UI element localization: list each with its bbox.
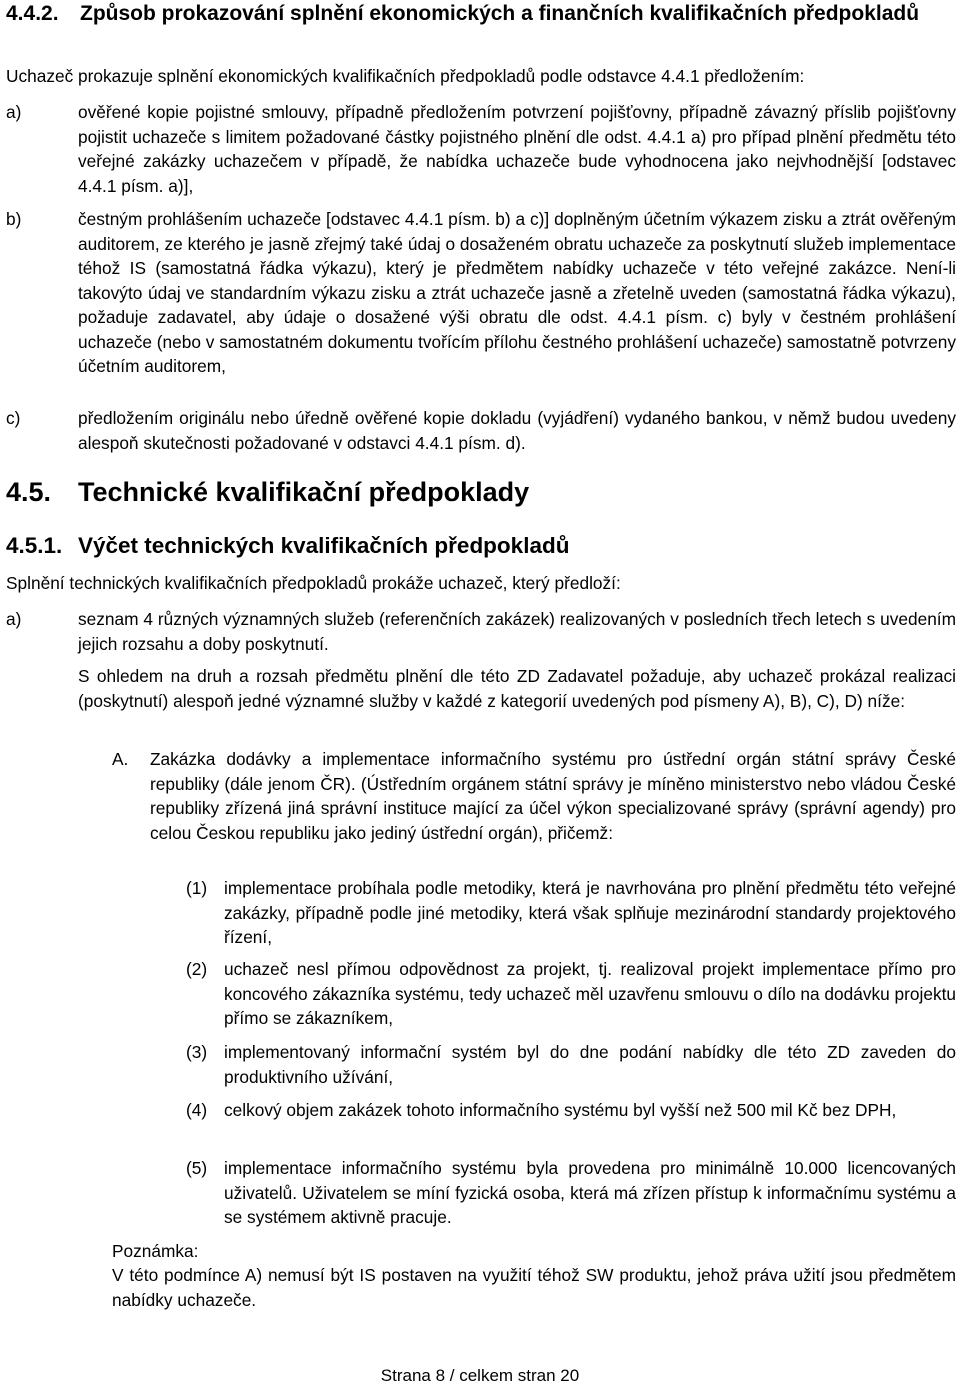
list-item-label: b) [6,209,22,229]
list-item-label: a) [6,102,22,122]
condition-label: (2) [186,959,208,979]
condition-text: uchazeč nesl přímou odpovědnost za projekt, tj. realizoval projekt implementace přímo pro koncového zákazníka systému, tedy uchazeč měl uzavřenu smlouvu o dílo na dodávku projektu přímo se zákazníkem, [224,959,956,1028]
list-item-label: a) [6,609,22,629]
section-number: 4.5.1. [6,533,63,558]
condition-label: (4) [186,1100,208,1120]
note-text: V této podmínce A) nemusí být IS postaven na využití téhož SW produktu, jehož práva užití jsou předmětem nabídky uchazeče. [112,1265,956,1310]
condition-text: implementovaný informační systém byl do dne podání nabídky dle této ZD zaveden do produktivního užívání, [224,1042,956,1087]
section-title: Technické kvalifikační předpoklady [78,477,530,507]
intro-paragraph: Uchazeč prokazuje splnění ekonomických kvalifikačních předpokladů podle odstavce 4.4.1 předložením: [6,66,805,86]
list-item-text: seznam 4 různých významných služeb (referenčních zakázek) realizovaných v posledních třech letech s uvedením jejich rozsahu a doby poskytnutí. [78,609,956,654]
section-title: Výčet technických kvalifikačních předpokladů [78,533,570,558]
category-label: A. [112,749,129,769]
list-item-label: c) [6,408,21,428]
condition-label: (1) [186,878,208,898]
condition-text: celkový objem zakázek tohoto informačního systému byl vyšší než 500 mil Kč bez DPH, [224,1100,897,1120]
list-item-text: čestným prohlášením uchazeče [odstavec 4.4.1 písm. b) a c)] doplněným účetním výkazem zisku a ztrát ověřeným auditorem, ze kterého je jasně zřejmý také údaj o dosaženém obratu uchazeče za poskytnutí služeb implementace téhož IS (samostatná řádka výkazu), který je předmětem nabídky uchazeče v této veřejné zakázce. Není-li takovýto údaj ve standardním výkazu zisku a ztrát uchazeče jasně a zřetelně uveden (samostatná řádka výkazu), požaduje zadavatel, aby údaje o dosažené výši obratu dle odst. 4.4.1 písm. c) byly v čestném prohlášení uchazeče (nebo v samostatném dokumentu tvořícím přílohu čestného prohlášení uchazeče) samostatně potvrzeny účetním auditorem, [78,209,956,376]
note-label: Poznámka: [112,1241,199,1261]
condition-label: (5) [186,1158,208,1178]
condition-text: implementace informačního systému byla provedena pro minimálně 10.000 licencovaných uživatelů. Uživatelem se míní fyzická osoba, která má zřízen přístup k informačnímu systému a se systémem aktivně pracuje. [224,1158,956,1227]
list-item-text: předložením originálu nebo úředně ověřené kopie dokladu (vyjádření) vydaného bankou, v němž budou uvedeny alespoň skutečnosti požadované v odstavci 4.4.1 písm. d). [78,408,956,453]
category-text: Zakázka dodávky a implementace informačního systému pro ústřední orgán státní správy České republiky (dále jenom ČR). (Ústředním orgánem státní správy je míněno ministerstvo nebo vládou České republiky zřízená jiná správní instituce mající za účel výkon specializované správy (správní agendy) pro celou Českou republiku jako jediný ústřední orgán), přičemž: [150,749,956,843]
condition-label: (3) [186,1042,208,1062]
section-number: 4.5. [6,477,52,507]
section-number: 4.4.2. [6,2,59,25]
section-title: Způsob prokazování splnění ekonomických a finančních kvalifikačních předpokladů [80,2,920,25]
condition-text: implementace probíhala podle metodiky, která je navrhována pro plnění předmětu této veřejné zakázky, případně podle jiné metodiky, která však splňuje mezinárodní standardy projektového řízení, [224,878,956,947]
intro-paragraph: Splnění technických kvalifikačních předpokladů prokáže uchazeč, který předloží: [6,573,621,593]
requirement-paragraph: S ohledem na druh a rozsah předmětu plnění dle této ZD Zadavatel požaduje, aby uchazeč prokázal realizaci (poskytnutí) alespoň jedné významné služby v každé z kategorií uvedených pod písmeny A), B), C), D) níže: [78,666,956,711]
page-footer: Strana 8 / celkem stran 20 [380,1366,580,1385]
list-item-text: ověřené kopie pojistné smlouvy, případně předložením potvrzení pojišťovny, případně závazný příslib pojišťovny pojistit uchazeče s limitem požadované částky pojistného plnění dle odst. 4.4.1 a) pro případ plnění předmětu této veřejné zakázky uchazečem v případě, že nabídka uchazeče bude vyhodnocena jako nejvhodnější [odstavec 4.4.1 písm. a)], [78,102,956,196]
